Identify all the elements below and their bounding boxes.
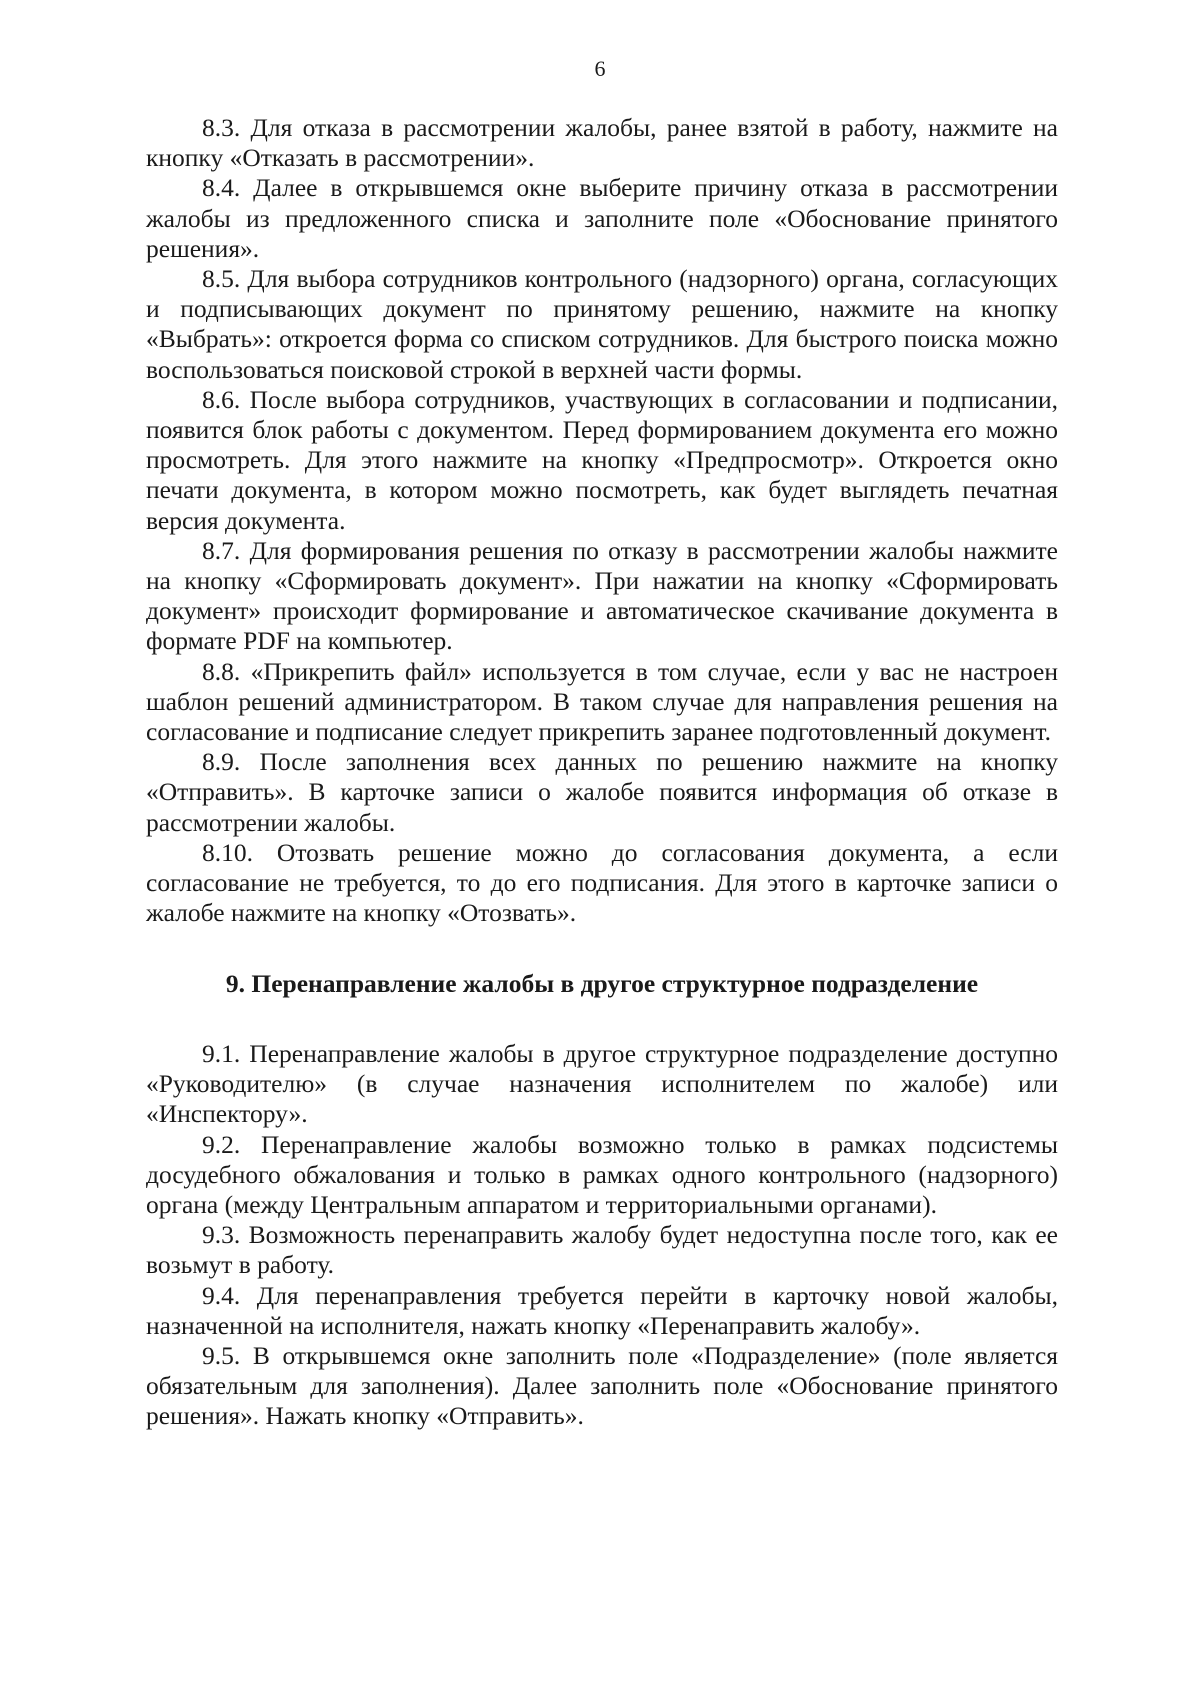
section-8-body <box>146 113 1058 928</box>
paragraph-9-5: 9.5. В открывшемся окне заполнить поле «Подразделение» (поле является обязательным для заполнения). Далее заполнить поле «Обоснование принятого решения». Нажать кнопку «Отправить». <box>146 1341 1058 1431</box>
paragraph-8-9: 8.9. После заполнения всех данных по решению нажмите на кнопку «Отправить». В карточке записи о жалобе появится информация об отказе в рассмотрении жалобы. <box>146 747 1058 837</box>
paragraph-9-2: 9.2. Перенаправление жалобы возможно только в рамках подсистемы досудебного обжалования и только в рамках одного контрольного (надзорного) органа (между Центральным аппаратом и территориальными органами). <box>146 1129 1058 1220</box>
paragraph-8-10: 8.10. Отозвать решение можно до согласования документа, а если согласование не требуется, то до его подписания. Для этого в карточке записи о жалобе нажмите на кнопку «Отозвать». <box>146 837 1058 928</box>
paragraph-8-6: 8.6. После выбора сотрудников, участвующих в согласовании и подписании, появится блок работы с документом. Перед формированием документа его можно просмотреть. Для этого нажмите на кнопку «Предпросмотр». Откроется окно печати документа, в котором можно посмотреть, как будет выглядеть печатная версия документа. <box>146 384 1058 535</box>
paragraph-9-4: 9.4. Для перенаправления требуется перейти в карточку новой жалобы, назначенной на исполнителя, нажать кнопку «Перенаправить жалобу». <box>146 1280 1058 1340</box>
page-number: 6 <box>594 56 606 81</box>
paragraph-9-1: 9.1. Перенаправление жалобы в другое структурное подразделение доступно «Руководителю» (в случае назначения исполнителем по жалобе) или «Инспектору». <box>146 1039 1058 1129</box>
paragraph-8-7: 8.7. Для формирования решения по отказу в рассмотрении жалобы нажмите на кнопку «Сформировать документ». При нажатии на кнопку «Сформировать документ» происходит формирование и автоматическое скачивание документа в формате PDF на компьютер. <box>146 535 1058 656</box>
section-9-body <box>146 1039 1058 1432</box>
paragraph-8-3: 8.3. Для отказа в рассмотрении жалобы, ранее взятой в работу, нажмите на кнопку «Отказать в рассмотрении». <box>146 113 1058 173</box>
section-9-heading: 9. Перенаправление жалобы в другое структурное подразделение <box>225 969 979 998</box>
paragraph-8-8: 8.8. «Прикрепить файл» используется в том случае, если у вас не настроен шаблон решений администратором. В таком случае для направления решения на согласование и подписание следует прикрепить заранее подготовленный документ. <box>146 656 1058 747</box>
paragraph-9-3: 9.3. Возможность перенаправить жалобу будет недоступна после того, как ее возьмут в работу. <box>146 1220 1058 1280</box>
paragraph-8-4: 8.4. Далее в открывшемся окне выберите причину отказа в рассмотрении жалобы из предложенного списка и заполните поле «Обоснование принятого решения». <box>146 173 1058 263</box>
paragraph-8-5: 8.5. Для выбора сотрудников контрольного (надзорного) органа, согласующих и подписывающих документ по принятому решению, нажмите на кнопку «Выбрать»: откроется форма со списком сотрудников. Для быстрого поиска можно воспользоваться поисковой строкой в верхней части формы. <box>146 264 1058 384</box>
